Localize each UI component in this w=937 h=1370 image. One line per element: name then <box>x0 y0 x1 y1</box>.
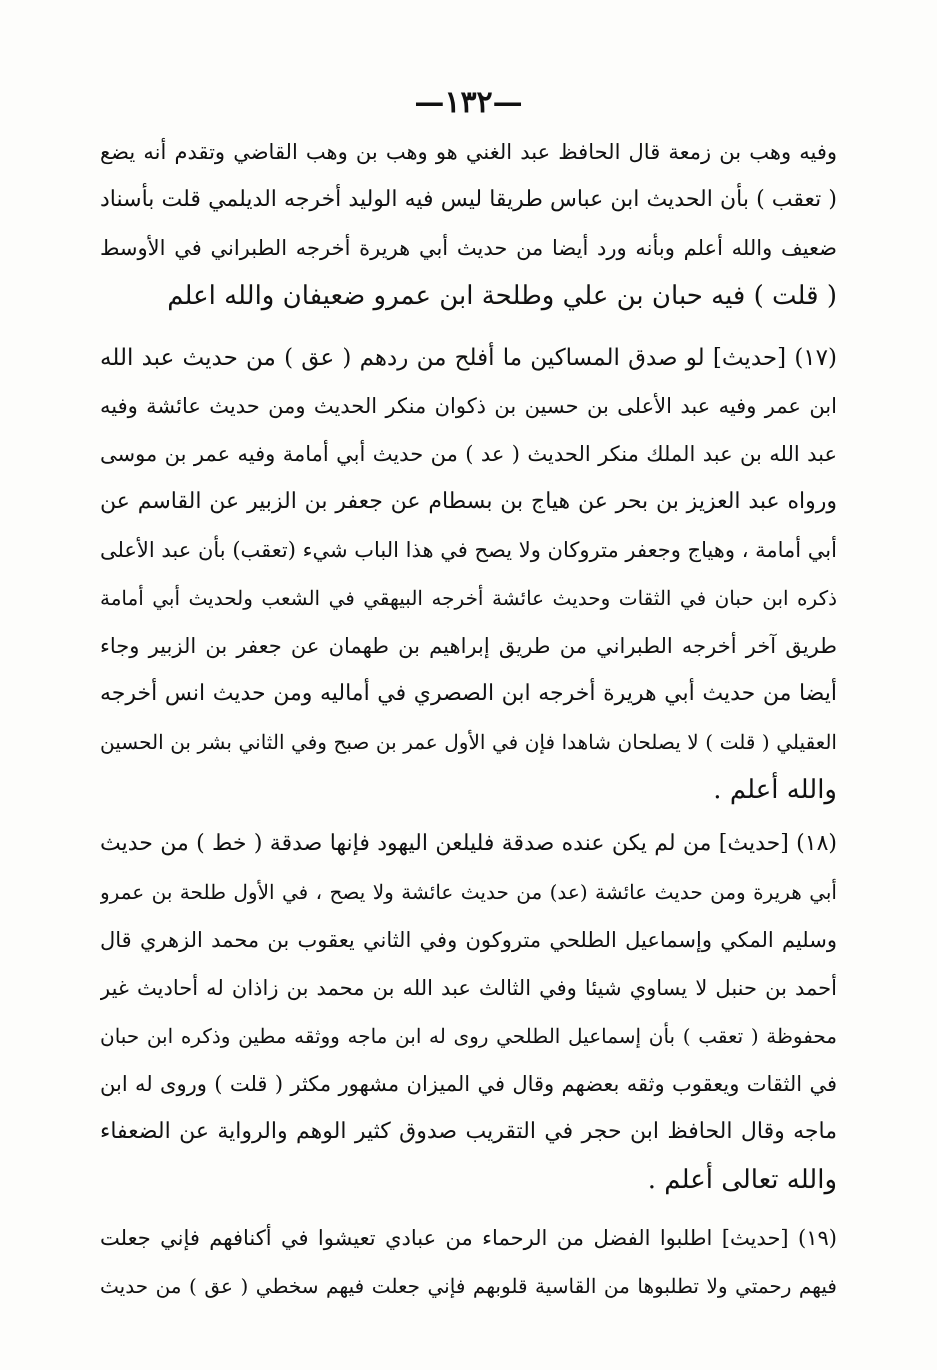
paragraph-continuation <box>100 128 837 320</box>
text-line: ( تعقب ) بأن الحديث ابن عباس طريقا ليس فيه الوليد أخرجه الديلمي قلت بأسناد <box>100 187 837 212</box>
text-line: في الثقات ويعقوب وثقه بعضهم وقال في الميزان مشهور مكثر ( قلت ) وروى له ابن <box>100 1072 837 1096</box>
text-line: محفوظة ( تعقب ) بأن إسماعيل الطلحي روى له ابن ماجه ووثقه مطين وذكره ابن حبان <box>100 1024 837 1048</box>
paragraph-hadith-18 <box>100 820 837 1204</box>
text-line: أبي هريرة ومن حديث عائشة (عد) من حديث عائشة ولا يصح ، في الأول طلحة بن عمرو <box>100 880 837 904</box>
text-line: وسليم المكي وإسماعيل الطلحي متروكون وفي الثاني يعقوب بن محمد الزهري قال <box>100 928 837 952</box>
text-line: والله أعلم . <box>713 775 837 805</box>
text-line: والله تعالى أعلم . <box>647 1165 837 1195</box>
text-line: (١٨) [حديث] من لم يكن عنده صدقة فليلعن اليهود فإنها صدقة ( خط ) من حديث <box>100 831 837 856</box>
paragraph-hadith-17 <box>100 334 837 814</box>
text-line: عبد الله بن عبد الملك منكر الحديث ( عد ) من حديث أبي أمامة وفيه عمر بن موسى <box>100 442 837 466</box>
text-line: ضعيف والله أعلم وبأنه ورد أيضا من حديث أبي هريرة أخرجه الطبراني في الأوسط <box>100 236 837 260</box>
text-line: فيهم رحمتي ولا تطلبوها من القاسية قلوبهم فإني جعلت فيهم سخطي ( عق ) من حديث <box>100 1274 837 1298</box>
text-line: العقيلي ( قلت ) لا يصلحان شاهدا فإن في الأول عمر بن صبح وفي الثاني بشر بن الحسين <box>100 730 837 754</box>
text-line: وفيه وهب بن زمعة قال الحافظ عبد الغني هو وهب بن وهب القاضي وتقدم أنه يضع <box>100 140 837 164</box>
text-line: ذكره ابن حبان في الثقات وحديث عائشة أخرجه البيهقي في الشعب ولحديث أبي أمامة <box>100 586 837 610</box>
text-line: ورواه عبد العزيز بن بحر عن هياج بن بسطام عن جعفر بن الزبير عن القاسم عن <box>100 489 837 514</box>
text-line: (١٩) [حديث] اطلبوا الفضل من الرحماء من عبادي تعيشوا في أكنافهم فإني جعلت <box>100 1226 837 1250</box>
text-line: ماجه وقال الحافظ ابن حجر في التقريب صدوق كثير الوهم والرواية عن الضعفاء <box>100 1119 837 1144</box>
text-line: ( قلت ) فيه حبان بن علي وطلحة ابن عمرو ضعيفان والله اعلم <box>167 281 837 311</box>
text-line: ابن عمر وفيه عبد الأعلى بن حسين بن ذكوان منكر الحديث ومن حديث عائشة وفيه <box>100 394 837 418</box>
text-line: (١٧) [حديث] لو صدق المساكين ما أفلح من ردهم ( عق ) من حديث عبد الله <box>100 345 837 371</box>
text-line: أحمد بن حنبل لا يساوي شيئا وفي الثالث عبد الله بن محمد بن زاذان له أحاديث غير <box>100 976 837 1000</box>
text-line: أبي أمامة ، وهياج وجعفر متروكان ولا يصح في هذا الباب شيء (تعقب) بأن عبد الأعلى <box>100 538 837 562</box>
paragraph-hadith-19 <box>100 1214 837 1310</box>
text-line: أيضا من حديث أبي هريرة أخرجه ابن الصصري في أماليه ومن حديث انس أخرجه <box>100 681 837 706</box>
page-number: —١٣٢— <box>414 85 523 120</box>
text-line: طريق آخر أخرجه الطبراني من طريق إبراهيم بن طهمان عن جعفر بن الزبير وجاء <box>100 634 837 658</box>
